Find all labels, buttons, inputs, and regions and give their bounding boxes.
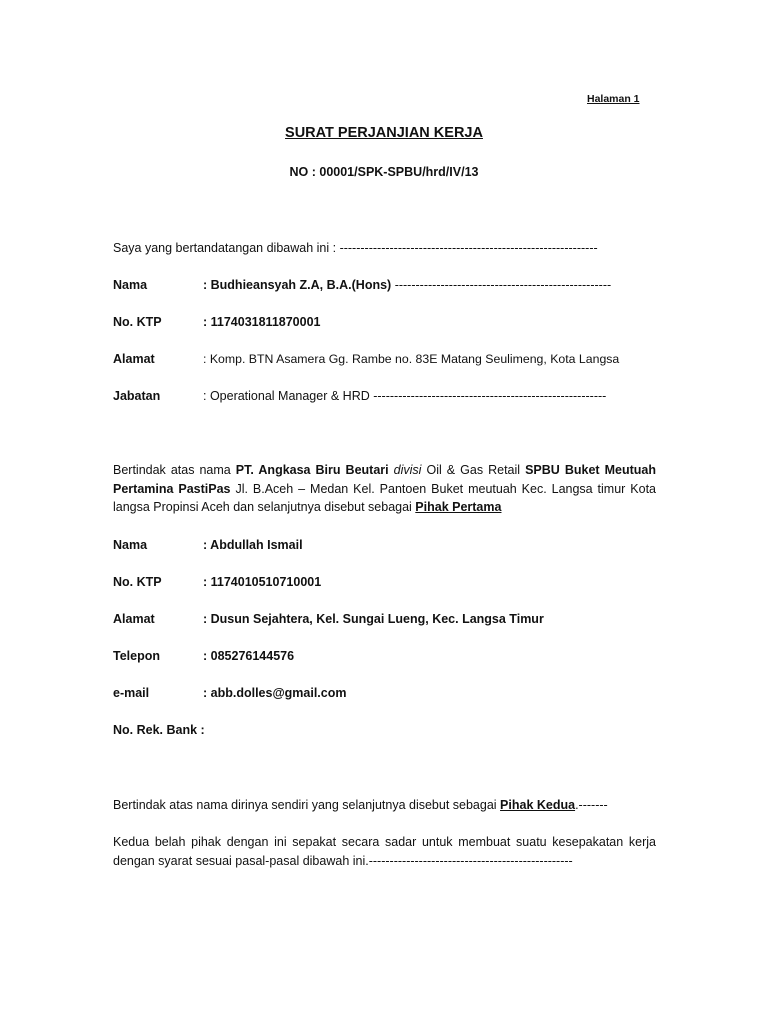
first-party-name-row [113,276,656,294]
field-label: No. KTP [113,315,162,329]
paragraph-text: Oil & Gas Retail [421,463,526,477]
field-value: : 1174031811870001 [203,315,321,329]
company-name: PT. Angkasa Biru Beutari [235,463,389,477]
second-party-ktp-row [113,573,656,591]
station-name: SPBU Buket Meutuah Pertamina PastiPas [113,463,656,496]
paragraph-text: .------- [575,798,608,812]
first-party-position-row [113,387,656,405]
paragraph-text: Jl. B.Aceh – Medan Kel. Pantoen Buket meutuah Kec. Langsa timur Kota langsa Propinsi Aceh dan selanjutnya disebut sebagai [113,481,656,514]
second-party-role: Pihak Kedua [500,798,576,812]
intro-dashes: -------------------------------------------------------------- [339,241,598,255]
field-label: Jabatan [113,389,161,403]
intro-text: Saya yang bertandatangan dibawah ini : [113,241,340,255]
field-label: No. KTP [113,575,162,589]
field-label: Alamat [113,612,155,626]
field-value: : Komp. BTN Asamera Gg. Rambe no. 83E Matang Seulimeng, Kota Langsa [203,352,620,366]
second-party-paragraph [113,796,656,815]
field-label: e-mail [113,686,150,700]
division-word: divisi [393,463,422,477]
first-party-role: Pihak Pertama [415,500,502,514]
first-party-address-row [113,350,656,368]
field-value: : Operational Manager & HRD [203,389,374,403]
agreement-text: Kedua belah pihak dengan ini sepakat secara sadar untuk membuat suatu kesepakatan kerja dengan syarat sesuai pasal-pasal dibawah ini. [113,835,656,868]
field-label: Telepon [113,649,160,663]
field-value: : abb.dolles@gmail.com [203,686,347,700]
field-value: : Abdullah Ismail [203,538,303,552]
field-label: Nama [113,538,148,552]
page-number: Halaman 1 [587,93,640,105]
field-value: : Dusun Sejahtera, Kel. Sungai Lueng, Kec. Langsa Timur [203,612,544,626]
agreement-paragraph [113,833,656,870]
paragraph-text: Bertindak atas nama dirinya sendiri yang selanjutnya disebut sebagai [113,798,501,812]
agreement-dashes: ------------------------------------------------- [368,853,573,868]
field-label: Alamat [113,352,155,366]
field-dashes: ---------------------------------------------------- [394,278,612,292]
second-party-name-row [113,536,656,554]
intro-line [113,239,656,257]
field-value: : Budhieansyah Z.A, B.A.(Hons) [203,278,395,292]
bank-label: No. Rek. Bank : [113,723,205,737]
first-party-ktp-row [113,313,656,331]
document-title: SURAT PERJANJIAN KERJA [285,125,483,141]
second-party-bank-row [113,721,656,739]
second-party-email-row [113,684,656,702]
second-party-address-row [113,610,656,628]
paragraph-text: Bertindak atas nama [113,463,236,477]
field-label: Nama [113,278,148,292]
field-value: : 1174010510710001 [203,575,322,589]
first-party-paragraph [113,461,656,517]
field-value: : 085276144576 [203,649,295,663]
document-number: NO : 00001/SPK-SPBU/hrd/IV/13 [289,165,479,179]
field-dashes: -------------------------------------------------------- [373,389,607,403]
second-party-phone-row [113,647,656,665]
